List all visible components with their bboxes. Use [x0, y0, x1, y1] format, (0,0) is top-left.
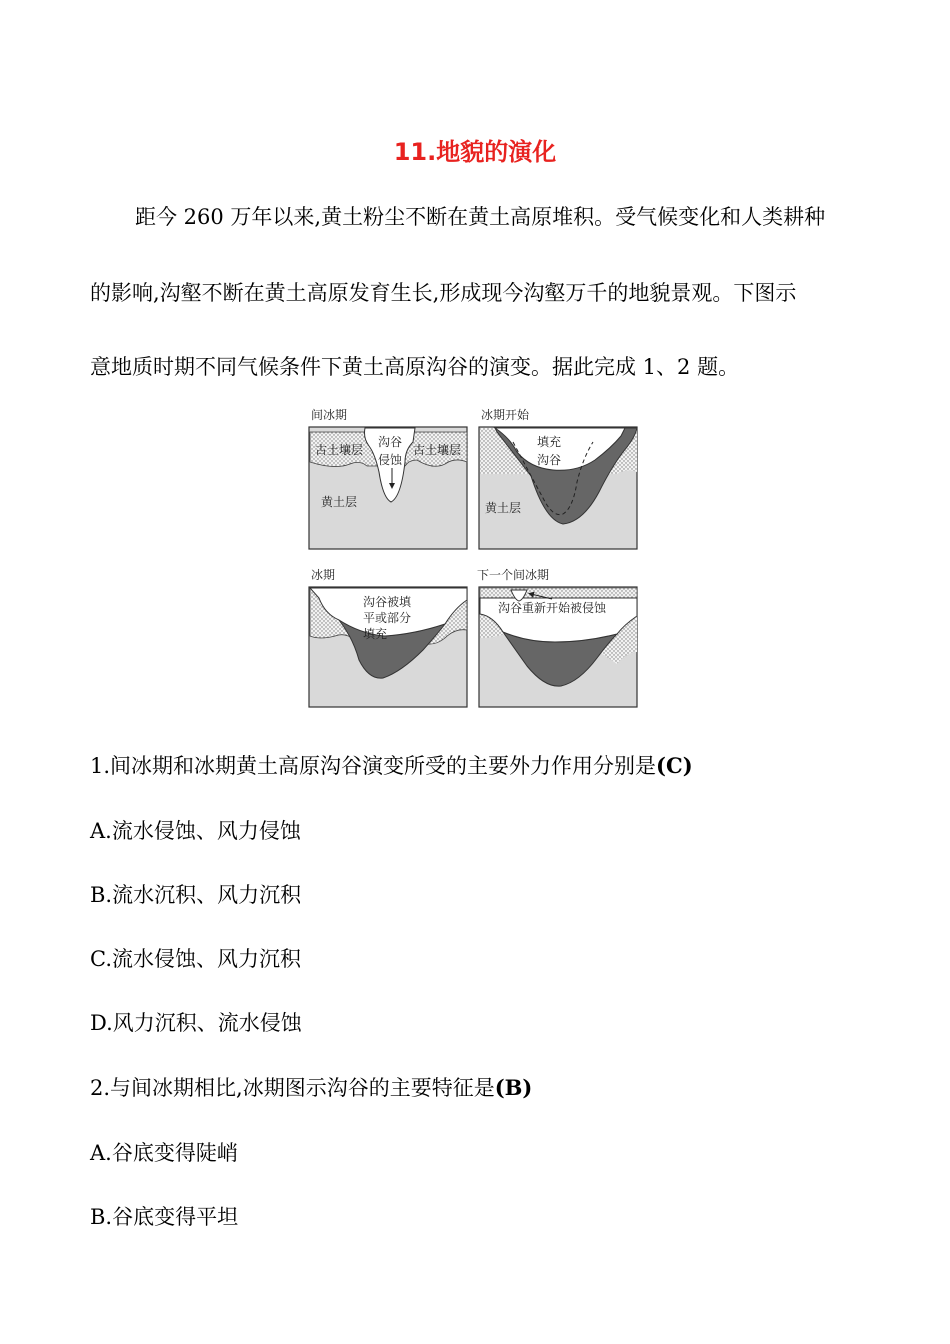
- panel-interglacial: [309, 407, 467, 549]
- panel-label: 古土壤层: [315, 443, 364, 457]
- panel-label: 古土壤层: [413, 443, 462, 457]
- question-stem-text: 2.与间冰期相比,冰期图示沟谷的主要特征是: [90, 1076, 495, 1100]
- panel-label: 平或部分: [363, 611, 412, 625]
- intro-line-3: 意地质时期不同气候条件下黄土高原沟谷的演变。据此完成 1、2 题。: [90, 355, 740, 379]
- panel-next-interglacial: [477, 567, 637, 707]
- panel-label: 填充: [363, 627, 388, 641]
- panel-label: 沟谷重新开始被侵蚀: [498, 601, 607, 615]
- question-1-stem: [90, 753, 693, 779]
- question-1-option-d: D.风力沉积、流水侵蚀: [90, 1011, 302, 1035]
- panel-label: 黄土层: [485, 501, 522, 515]
- panel-caption: 冰期: [311, 568, 336, 582]
- panel-glacial-start: [479, 407, 637, 549]
- question-1-option-a: A.流水侵蚀、风力侵蚀: [90, 819, 301, 843]
- panel-label: 侵蚀: [378, 453, 403, 467]
- panel-label: 沟谷: [537, 453, 562, 467]
- page-title: 11.地貌的演化: [393, 138, 557, 166]
- question-2-option-b: B.谷底变得平坦: [90, 1205, 239, 1229]
- intro-line-1: 距今 260 万年以来,黄土粉尘不断在黄土高原堆积。受气候变化和人类耕种: [135, 205, 826, 229]
- question-1-option-c: C.流水侵蚀、风力沉积: [90, 947, 301, 971]
- panel-label: 沟谷: [378, 435, 403, 449]
- panel-label: 填充: [537, 435, 562, 449]
- panel-glacial: [309, 567, 467, 707]
- question-stem-text: 1.间冰期和冰期黄土高原沟谷演变所受的主要外力作用分别是: [90, 754, 657, 778]
- panel-caption: 间冰期: [311, 408, 348, 422]
- question-answer: (C): [656, 753, 693, 778]
- question-2-stem: [90, 1075, 532, 1101]
- gully-evolution-figure: [305, 402, 645, 712]
- panel-label: 沟谷被填: [363, 595, 412, 609]
- panel-label: 黄土层: [321, 495, 358, 509]
- intro-line-2: 的影响,沟壑不断在黄土高原发育生长,形成现今沟壑万千的地貌景观。下图示: [90, 281, 797, 305]
- question-answer: (B): [494, 1075, 533, 1100]
- panel-caption: 下一个间冰期: [477, 568, 550, 582]
- question-1-option-b: B.流水沉积、风力沉积: [90, 883, 302, 907]
- question-2-option-a: A.谷底变得陡峭: [90, 1141, 238, 1165]
- panel-caption: 冰期开始: [481, 408, 530, 422]
